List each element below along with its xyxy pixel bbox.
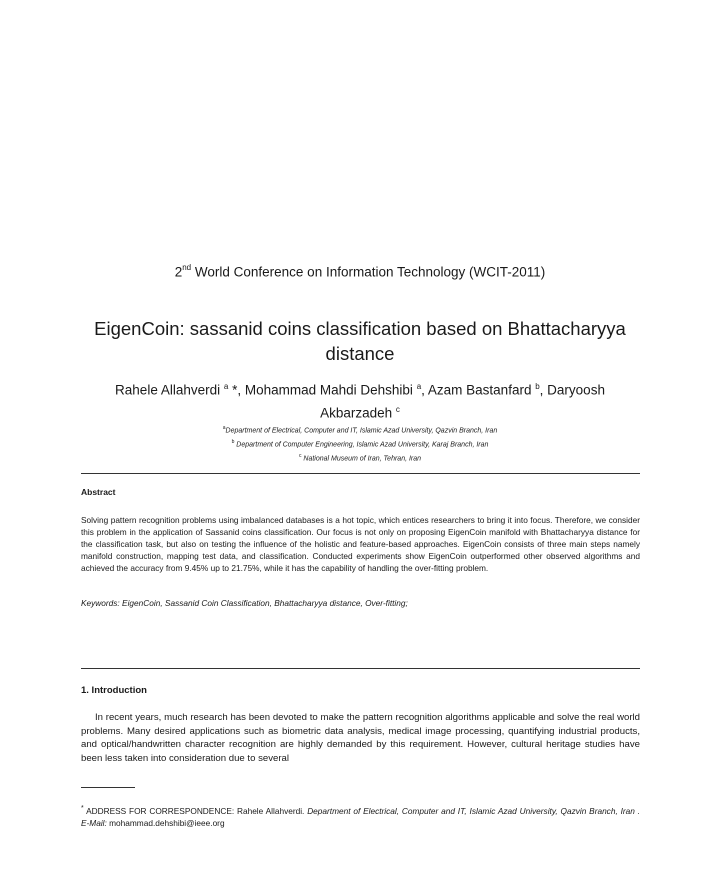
- keywords: Keywords: EigenCoin, Sassanid Coin Classification, Bhattacharyya distance, Over-fitting;: [81, 598, 408, 608]
- footnote-rule: [81, 787, 135, 788]
- author-4-first-name: , Daryoosh: [539, 382, 605, 398]
- affiliation-c: [0, 451, 720, 465]
- corresponding-mark: *,: [228, 382, 245, 398]
- abstract-body: Solving pattern recognition problems using imbalanced databases is a hot topic, which entices researchers to bring it into focus. Therefore, we consider this problem in the application of Sassanid coins classification. Our focus is not only on proposing EigenCoin manifold with Bhattacharyya distance for the classification task, but also on testing the influence of the holistic and feature-based approaches. EigenCoin consists of three main steps namely manifold construction, mapping test data, and classification. Conducted experiments show EigenCoin outperformed other observed algorithms and achieved the accuracy from 9.45% up to 21.75%, while it has the capability of handling the over-fitting problem.: [81, 515, 640, 573]
- paper-title-line2: distance: [325, 343, 395, 364]
- conference-ordinal-suffix: nd: [182, 263, 192, 272]
- affiliation-a-mark: a: [222, 425, 226, 431]
- footnote-label: ADDRESS FOR CORRESPONDENCE: Rahele Allahverdi.: [83, 805, 308, 816]
- conference-ordinal: 2: [174, 264, 183, 280]
- footnote-affiliation: Department of Electrical, Computer and IT, Islamic Azad University, Qazvin Branch, Iran . E-Mail:: [81, 805, 640, 828]
- author-3-name: Azam Bastanfard: [427, 382, 536, 398]
- author-separator: ,: [421, 382, 428, 398]
- author-3-affil: b: [535, 382, 540, 391]
- affiliation-c-text: National Museum of Iran, Tehran, Iran: [301, 454, 422, 462]
- abstract-heading: Abstract: [81, 487, 116, 497]
- affiliation-b-mark: b: [231, 438, 235, 445]
- author-1-name: Rahele Allahverdi: [115, 382, 224, 398]
- author-1-affil: a: [223, 382, 229, 391]
- footnote-mark: *: [81, 805, 84, 812]
- author-4-affil: c: [395, 404, 400, 414]
- author-4-last-name: Akbarzadeh: [320, 405, 396, 420]
- author-list: [0, 377, 720, 422]
- author-line1: [0, 377, 720, 400]
- abstract-bottom-rule: [81, 668, 640, 669]
- introduction-heading: 1. Introduction: [81, 685, 147, 696]
- affiliation-b: [0, 437, 720, 451]
- paper-title: [0, 316, 720, 366]
- author-line2: [0, 400, 720, 423]
- affiliation-a: [0, 423, 720, 437]
- footnote: [81, 803, 640, 829]
- abstract-top-rule: [81, 473, 640, 474]
- author-2-name: Mohammad Mahdi Dehshibi: [244, 382, 417, 398]
- author-2-affil: a: [416, 382, 422, 391]
- affiliation-b-text: Department of Computer Engineering, Islamic Azad University, Karaj Branch, Iran: [234, 441, 489, 449]
- affiliation-c-mark: c: [298, 452, 302, 459]
- conference-title: World Conference on Information Technology (WCIT-2011): [191, 264, 546, 280]
- introduction-body: In recent years, much research has been devoted to make the pattern recognition algorithms applicable and solve the real world problems. Many desired applications such as biometric data analysis, medical image processing, quantifying industrial products, and optical/handwritten character recognition are highly demanded by this requirement. However, cultural heritage studies have been less taken into consideration due to several: [81, 712, 640, 764]
- affiliation-a-text: Department of Electrical, Computer and IT, Islamic Azad University, Qazvin Branch, Iran: [225, 427, 498, 435]
- footnote-email: mohammad.dehshibi@ieee.org: [106, 817, 225, 828]
- paper-title-line1: EigenCoin: sassanid coins classification based on Bhattacharyya: [94, 318, 626, 339]
- conference-name: [0, 264, 720, 280]
- affiliation-list: [0, 423, 720, 464]
